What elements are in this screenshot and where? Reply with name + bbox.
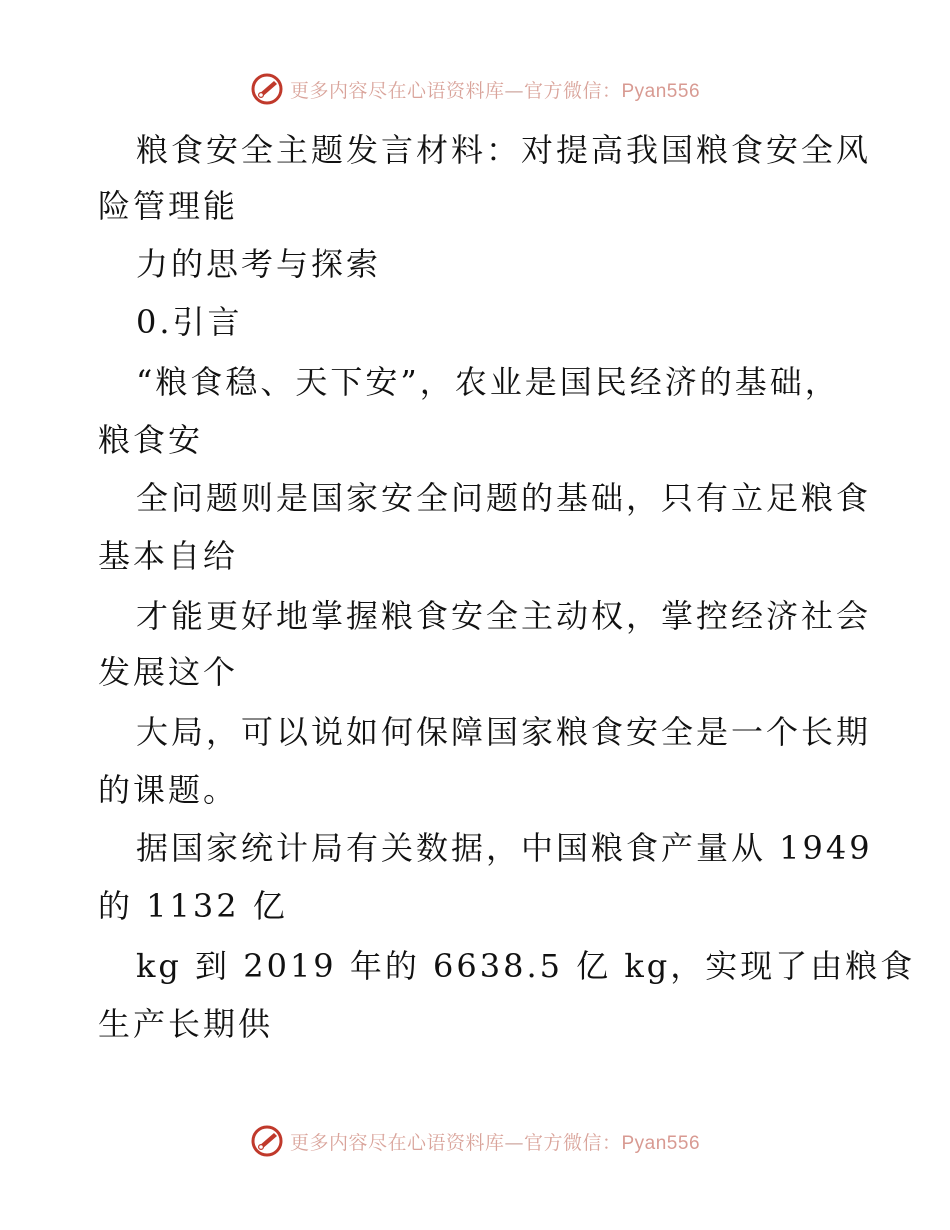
paragraph-line: 才能更好地掌握粮食安全主动权，掌控经济社会 <box>136 597 872 635</box>
watermark-id: Pyan556 <box>621 1132 701 1154</box>
paragraph-line: “粮食稳、天下安”，农业是国民经济的基础， <box>136 363 840 401</box>
paragraph-line: 大局，可以说如何保障国家粮食安全是一个长期 <box>136 713 872 751</box>
watermark-main: 更多内容尽在心语资料库 <box>289 1131 505 1154</box>
paragraph-line: 粮食安 <box>98 421 204 459</box>
footer-watermark <box>0 1124 950 1158</box>
watermark-id: Pyan556 <box>621 80 701 102</box>
section-heading: 0.引言 <box>136 303 243 341</box>
title-line-3: 力的思考与探索 <box>136 245 382 283</box>
paragraph-line: 基本自给 <box>98 537 239 575</box>
header-watermark <box>0 72 950 106</box>
watermark-suffix: 官方微信： <box>523 79 622 102</box>
logo-icon <box>250 72 284 106</box>
paragraph-line: 的课题。 <box>98 771 239 809</box>
paragraph-line: 生产长期供 <box>98 1005 274 1043</box>
watermark-separator: — <box>504 79 524 102</box>
watermark-main: 更多内容尽在心语资料库 <box>289 79 505 102</box>
paragraph-line: 全问题则是国家安全问题的基础，只有立足粮食 <box>136 479 872 517</box>
watermark-suffix: 官方微信： <box>523 1131 622 1154</box>
title-line-1: 粮食安全主题发言材料：对提高我国粮食安全风 <box>136 131 872 169</box>
paragraph-line: 的 1132 亿 <box>98 887 288 925</box>
paragraph-line: 据国家统计局有关数据，中国粮食产量从 1949 <box>136 829 873 867</box>
watermark-text <box>290 1128 700 1155</box>
title-line-2: 险管理能 <box>98 187 239 225</box>
logo-icon <box>250 1124 284 1158</box>
paragraph-line: kg 到 2019 年的 6638.5 亿 kg，实现了由粮食 <box>136 947 916 985</box>
watermark-text <box>290 76 700 103</box>
watermark-separator: — <box>504 1131 524 1154</box>
paragraph-line: 发展这个 <box>98 653 239 691</box>
